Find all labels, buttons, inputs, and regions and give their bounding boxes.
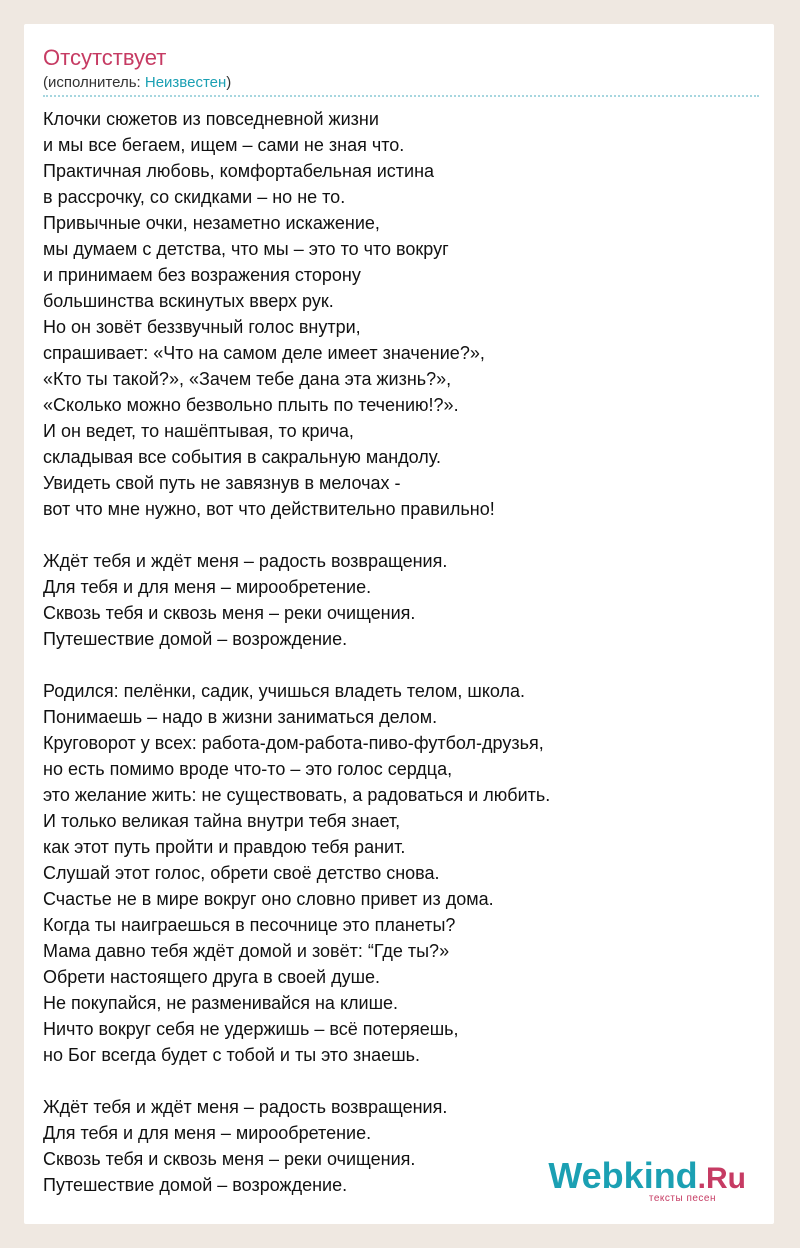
lyrics-stanza bbox=[43, 548, 759, 652]
artist-line bbox=[43, 74, 231, 92]
lyric-line: Круговорот у всех: работа-дом-работа-пиво-футбол-друзья, bbox=[43, 733, 544, 753]
lyric-line: Для тебя и для меня – мирообретение. bbox=[43, 1123, 372, 1143]
lyric-line: и мы все бегаем, ищем – сами не зная что. bbox=[43, 135, 405, 155]
site-logo[interactable] bbox=[548, 1155, 746, 1204]
lyric-line: Мама давно тебя ждёт домой и зовёт: “Где ты?» bbox=[43, 941, 450, 961]
lyric-line: но Бог всегда будет с тобой и ты это знаешь. bbox=[43, 1045, 421, 1065]
song-title: Отсутствует bbox=[43, 45, 167, 70]
lyric-line: «Кто ты такой?», «Зачем тебе дана эта жизнь?», bbox=[43, 369, 452, 389]
lyrics-card bbox=[24, 24, 774, 1224]
lyric-line: Путешествие домой – возрождение. bbox=[43, 1175, 348, 1195]
lyric-line: Сквозь тебя и сквозь меня – реки очищения. bbox=[43, 603, 416, 623]
lyric-line: Обрети настоящего друга в своей душе. bbox=[43, 967, 381, 987]
lyric-line: Практичная любовь, комфортабельная истина bbox=[43, 161, 435, 181]
lyric-line: И только великая тайна внутри тебя знает, bbox=[43, 811, 401, 831]
lyric-line: в рассрочку, со скидками – но не то. bbox=[43, 187, 346, 207]
lyric-line: Ничто вокруг себя не удержишь – всё потеряешь, bbox=[43, 1019, 459, 1039]
lyric-line: Привычные очки, незаметно искажение, bbox=[43, 213, 380, 233]
lyric-line: И он ведет, то нашёптывая, то крича, bbox=[43, 421, 354, 441]
lyric-line: Родился: пелёнки, садик, учишься владеть телом, школа. bbox=[43, 681, 526, 701]
logo-main-text: Webkind bbox=[548, 1155, 698, 1196]
lyric-line: мы думаем с детства, что мы – это то что вокруг bbox=[43, 239, 449, 259]
lyric-line: это желание жить: не существовать, а радоваться и любить. bbox=[43, 785, 551, 805]
lyric-line: Слушай этот голос, обрети своё детство снова. bbox=[43, 863, 440, 883]
lyric-line: как этот путь пройти и правдою тебя ранит. bbox=[43, 837, 406, 857]
lyric-line: Когда ты наиграешься в песочнице это планеты? bbox=[43, 915, 456, 935]
lyric-line: Ждёт тебя и ждёт меня – радость возвращения. bbox=[43, 551, 448, 571]
lyric-line: Но он зовёт беззвучный голос внутри, bbox=[43, 317, 361, 337]
artist-prefix: (исполнитель: bbox=[43, 74, 145, 91]
lyric-line: спрашивает: «Что на самом деле имеет значение?», bbox=[43, 343, 485, 363]
lyric-line: вот что мне нужно, вот что действительно правильно! bbox=[43, 499, 495, 519]
lyric-line: Счастье не в мире вокруг оно словно привет из дома. bbox=[43, 889, 494, 909]
lyric-line: Для тебя и для меня – мирообретение. bbox=[43, 577, 372, 597]
lyric-line: Ждёт тебя и ждёт меня – радость возвращения. bbox=[43, 1097, 448, 1117]
lyric-line: Клочки сюжетов из повседневной жизни bbox=[43, 109, 379, 129]
lyrics-stanza bbox=[43, 678, 759, 1068]
lyric-line: и принимаем без возражения сторону bbox=[43, 265, 361, 285]
logo-tld: .Ru bbox=[697, 1162, 746, 1195]
lyric-line: большинства вскинутых вверх рук. bbox=[43, 291, 334, 311]
lyric-line: Путешествие домой – возрождение. bbox=[43, 629, 348, 649]
lyric-line: Сквозь тебя и сквозь меня – реки очищения. bbox=[43, 1149, 416, 1169]
artist-link[interactable]: Неизвестен bbox=[144, 74, 227, 91]
lyric-line: Не покупайся, не разменивайся на клише. bbox=[43, 993, 399, 1013]
lyric-line: но есть помимо вроде что-то – это голос сердца, bbox=[43, 759, 453, 779]
lyric-line: Понимаешь – надо в жизни заниматься делом. bbox=[43, 707, 438, 727]
lyric-line: «Сколько можно безвольно плыть по течению!?». bbox=[43, 395, 459, 415]
divider bbox=[43, 95, 759, 97]
artist-suffix: ) bbox=[226, 74, 232, 91]
lyric-line: Увидеть свой путь не завязнув в мелочах - bbox=[43, 473, 401, 493]
lyrics-text bbox=[43, 106, 759, 1224]
lyric-line: складывая все события в сакральную мандолу. bbox=[43, 447, 441, 467]
lyrics-stanza bbox=[43, 106, 759, 522]
logo-tagline: тексты песен bbox=[648, 1193, 716, 1204]
